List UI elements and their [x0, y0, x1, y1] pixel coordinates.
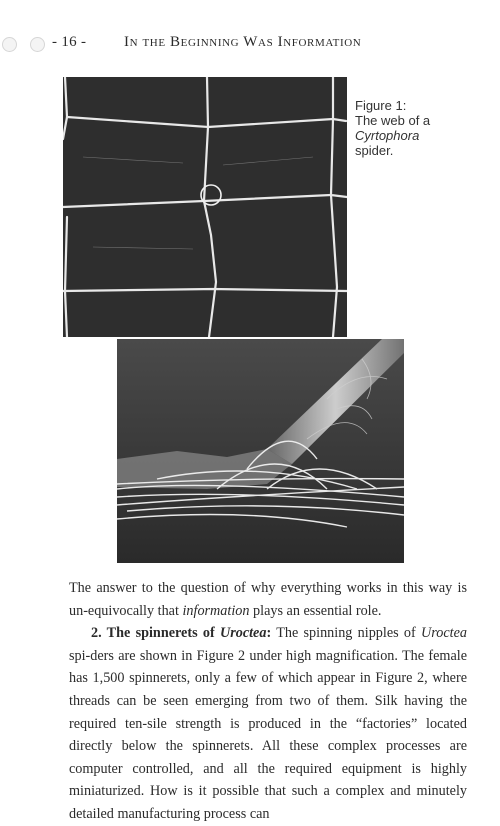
- spinnerets-photo-image: [117, 339, 404, 563]
- punch-hole: [2, 37, 17, 52]
- web-photo-image: [63, 77, 347, 337]
- caption-label: Figure 1:: [355, 98, 407, 113]
- paragraph-1: The answer to the question of why everything works in this way is un-equivocally that information plays an essential role.: [69, 580, 467, 619]
- body-text: [69, 577, 467, 826]
- figure-1-caption: [355, 98, 475, 158]
- caption-species: Cyrtophora: [355, 128, 420, 143]
- paragraph-2: 2. The spinnerets of Uroctea: The spinning nipples of Uroctea spi-ders are shown in Figure 2 under high magnification. The female has 1,500 spinnerets, only a few of which appear in Figure 2, where threads can be seen emerging from two of them. Silk having the required ten-sile strength is produced in the “factories” located directly below the spinnerets. All these complex processes are computer controlled, and all the required equipment is highly miniaturized. How is it possible that such a complex and minutely detailed manufacturing process can: [69, 625, 467, 822]
- caption-end: spider.: [355, 143, 394, 158]
- punch-hole: [30, 37, 45, 52]
- page-number: - 16 -: [52, 34, 87, 50]
- page-header: [52, 34, 362, 51]
- figure-1-web-photo: [63, 77, 347, 337]
- running-title: In the Beginning Was Information: [124, 34, 362, 50]
- caption-text: The web of a: [355, 113, 431, 128]
- figure-2-spinnerets-photo: [117, 339, 404, 563]
- section-heading: 2. The spinnerets of Uroctea:: [91, 625, 272, 642]
